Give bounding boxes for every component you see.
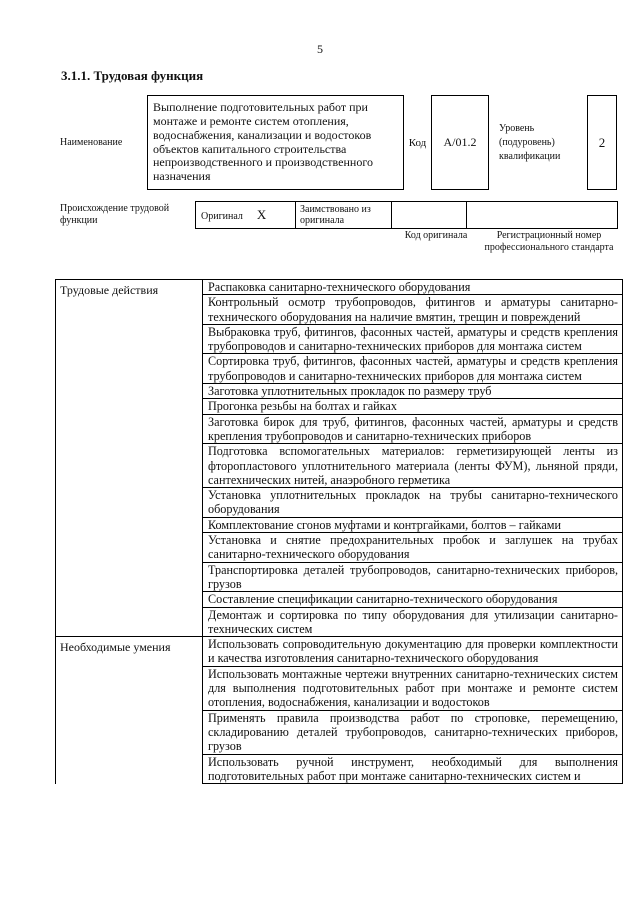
labor-action-item: Подготовка вспомогательных материалов: герметизирующей ленты из фторопластового уплотнительного материала (ленты ФУМ), льняной пряди, сантехнических нитей, анаэробного герметика: [203, 444, 623, 488]
registration-number-cell: [467, 202, 618, 229]
origin-code-cell: [392, 202, 467, 229]
function-code: А/01.2: [432, 96, 489, 190]
origin-label: Происхождение трудовой функции: [60, 203, 170, 226]
labor-action-item: Установка уплотнительных прокладок на трубы санитарно-технического оборудования: [203, 488, 623, 518]
labor-action-item: Выбраковка труб, фитингов, фасонных частей, арматуры и средств крепления трубопроводов и санитарно-технических приборов для монтажа систем: [203, 324, 623, 354]
code-label: Код: [408, 136, 427, 149]
labor-action-row: [56, 280, 623, 295]
qualification-level-label: Уровень (подуровень) квалификации: [499, 122, 561, 162]
labor-action-item: Установка и снятие предохранительных пробок и заглушек на трубах санитарно-технического оборудования: [203, 533, 623, 563]
caption-original-code: Код оригинала: [404, 230, 468, 241]
skill-item: Применять правила производства работ по строповке, перемещению, складированию деталей трубопроводов, санитарно-технических приборов, грузов: [203, 710, 623, 754]
function-header-table: [60, 95, 617, 190]
labor-action-item: Заготовка уплотнительных прокладок по размеру труб: [203, 384, 623, 399]
labor-action-item: Контрольный осмотр трубопроводов, фитингов и арматуры санитарно-технического оборудования на наличие вмятин, трещин и повреждений: [203, 295, 623, 325]
competency-table: [55, 279, 623, 784]
original-cell: [196, 202, 296, 229]
skill-category-label: Необходимые умения: [56, 637, 203, 784]
labor-action-item: Сортировка труб, фитингов, фасонных частей, арматуры и средств крепления трубопроводов и санитарно-технических приборов для монтажа систем: [203, 354, 623, 384]
labor-action-item: Транспортировка деталей трубопроводов, санитарно-технических приборов, грузов: [203, 562, 623, 592]
caption-registration-number: Регистрационный номер профессионального стандарта: [484, 230, 614, 253]
origin-table: [60, 201, 618, 229]
labor-action-item: Заготовка бирок для труб, фитингов, фасонных частей, арматуры и средств крепления трубопроводов и санитарно-технических приборов: [203, 414, 623, 444]
page-number: 5: [317, 42, 323, 56]
name-label: Наименование: [60, 137, 123, 148]
labor-action-item: Прогонка резьбы на болтах и гайках: [203, 399, 623, 414]
skill-item: Использовать монтажные чертежи внутренних санитарно-технических систем для выполнения подготовительных работ при монтаже и ремонте систем отопления, водоснабжения, канализации и водостоков: [203, 666, 623, 710]
skill-item: Использовать ручной инструмент, необходимый для выполнения подготовительных работ при монтаже санитарно-технических систем и: [203, 754, 623, 784]
function-name: Выполнение подготовительных работ при монтаже и ремонте систем отопления, водоснабжения, канализации и водостоков объектов капитального строительства непроизводственного и производственного назначения: [148, 96, 404, 190]
labor-action-item: Распаковка санитарно-технического оборудования: [203, 280, 623, 295]
labor-action-item: Демонтаж и сортировка по типу оборудования для утилизации санитарно-технических систем: [203, 607, 623, 637]
skill-row: [56, 637, 623, 667]
labor-action-item: Составление спецификации санитарно-технического оборудования: [203, 592, 623, 607]
labor-action-item: Комплектование сгонов муфтами и контргайками, болтов – гайками: [203, 517, 623, 532]
skill-item: Использовать сопроводительную документацию для проверки комплектности и качества изготовления санитарно-технического оборудования: [203, 637, 623, 667]
labor-action-category-label: Трудовые действия: [56, 280, 203, 637]
section-title: 3.1.1. Трудовая функция: [61, 68, 204, 83]
original-mark: Х: [256, 207, 267, 222]
qualification-level-value: 2: [588, 96, 617, 190]
borrowed-label: Заимствовано из оригинала: [296, 202, 392, 229]
original-label: Оригинал: [201, 211, 243, 222]
